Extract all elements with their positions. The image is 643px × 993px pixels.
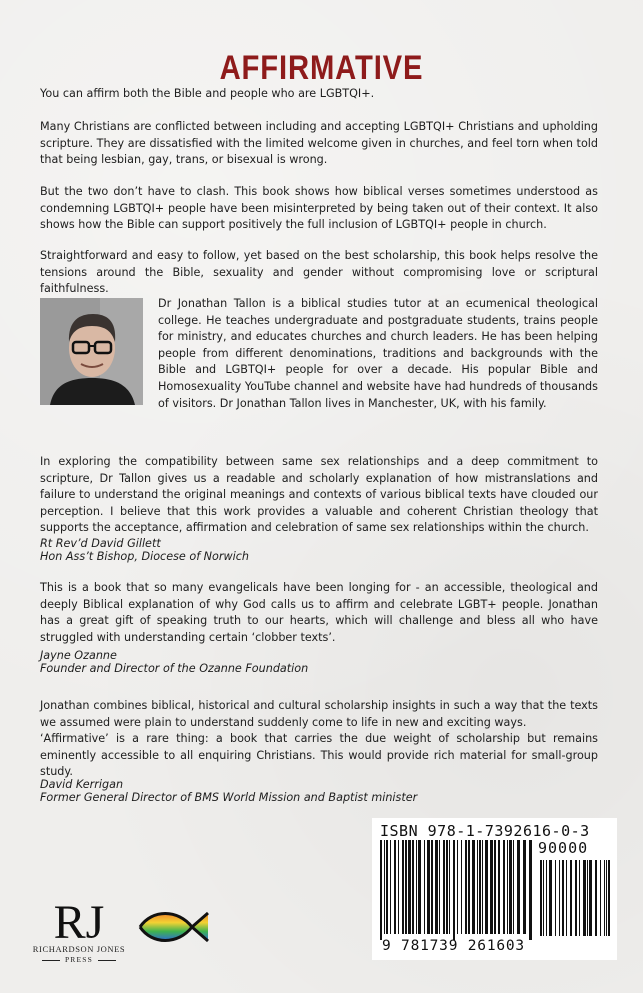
author-photo [40,298,143,405]
barcode-bar [435,840,438,934]
addon-bar [540,860,542,936]
barcode-bar [494,840,496,934]
barcode-bar [461,840,462,934]
addon-bar [555,860,556,936]
endorsement-3-role: Former General Director of BMS World Mission and Baptist minister [40,791,418,804]
barcode-bar [523,840,526,934]
addon-bar [595,860,597,936]
addon-bar [546,860,547,936]
barcode-bar [513,840,514,934]
blurb-paragraph-1: You can affirm both the Bible and people who are LGBTQI+. [40,87,375,100]
isbn-label: ISBN 978-1-7392616-0-3 [380,822,590,840]
barcode-bar [453,840,455,940]
barcode-bar [490,840,493,934]
addon-bar [559,860,560,936]
barcode-bar [468,840,470,934]
addon-bar [543,860,544,936]
author-portrait-illustration [40,298,143,405]
author-bio: Dr Jonathan Tallon is a biblical studies tutor at an ecumenical theological college. He teaches undergraduate and postgraduate students, trains people for ministry, and educates churches and church leaders. He has been helping people from different denominations, traditions and backgrounds with the Bible and LGBTQI+ people for over a decade. His popular Bible and Homosexuality YouTube channel and website have had hundreds of thousands of visitors. Dr Jonathan Tallon lives in Manchester, UK, with his family. [158,297,598,410]
barcode-bar [465,840,467,934]
barcode-bar [386,840,388,934]
barcode-bar [439,840,440,934]
endorsement-2-name: Jayne Ozanne [40,649,117,662]
barcode-bar [507,840,508,934]
endorsement-1-role: Hon Ass’t Bishop, Diocese of Norwich [40,550,249,563]
endorsement-2-role: Founder and Director of the Ozanne Foundation [40,662,309,675]
barcode-bar [394,840,396,934]
barcode-bar [418,840,421,934]
addon-bar [562,860,564,936]
barcode-bar [405,840,407,934]
endorsement-3-text-a: Jonathan combines biblical, historical and cultural scholarship insights in such a way that the texts we assumed were plain to understand suddenly come to life in new and exciting ways. [40,699,598,729]
blurb-paragraph-3: But the two don’t have to clash. This book shows how biblical verses sometimes understood as condemning LGBTQI+ people have been misinterpreted by being taken out of their context. It also shows how the Bible can support positively the full inclusion of LGBTQI+ people in church. [40,185,598,232]
barcode-bar [477,840,478,934]
blurb-paragraph-2: Many Christians are conflicted between including and accepting LGBTQI+ Christians and upholding scripture. They are dissatisfied with the limited welcome given in churches, and feel torn when told that being lesbian, gay, trans, or bisexual is wrong. [40,120,598,167]
barcode-bar [416,840,417,934]
addon-bar [587,860,588,936]
barcode-bar [517,840,520,934]
rainbow-fish-icon [136,905,212,949]
barcode-bar [498,840,500,934]
addon-bar [608,860,610,936]
barcode-bar [384,840,385,934]
barcode-bar [446,840,448,934]
addon-bar [570,860,572,936]
publisher-name: RICHARDSON JONES [32,944,126,954]
barcode-bar [479,840,481,934]
endorsement-1-name: Rt Rev’d David Gillett [40,537,161,550]
addon-bar [583,860,586,936]
price-addon-digits: 90000 [538,839,589,857]
barcode-bar [443,840,445,934]
addon-bar [566,860,567,936]
endorsement-1-text: In exploring the compatibility between same sex relationships and a deep commitment to scripture, Dr Tallon gives us a readable and scholarly explanation of how mistranslations and failure to understand the original meanings and contexts of various biblical texts have clouded our perception. I believe that this work provides a valuable and coherent Christian theology that supports the acceptance, affirmation and celebration of same sex relationships within the church. [40,455,598,535]
addon-bar [549,860,552,936]
blurb-paragraph-4: Straightforward and easy to follow, yet based on the best scholarship, this book helps resolve the tensions around the Bible, sexuality and gender without compromising love or scriptural faithfulness. [40,249,598,296]
barcode-bar [402,840,404,934]
publisher-sub: PRESS [28,955,130,964]
endorsement-3-text-b: ‘Affirmative’ is a rare thing: a book that carries the due weight of scholarship but remains eminently accessible to all enquiring Christians. This would provide rich material for small-group study. [40,732,598,779]
barcode-bar [503,840,505,934]
barcode-bar [424,840,425,934]
addon-bar [579,860,580,936]
barcode-bar [408,840,411,934]
addon-bar [604,860,605,936]
ean-digits: 9 781739 261603 [382,938,525,954]
publisher-monogram: RJ [53,896,105,949]
book-title: AFFIRMATIVE [219,48,424,87]
barcode-bar [457,840,458,934]
endorsement-3-name: David Kerrigan [40,778,124,791]
barcode-bar [529,840,532,940]
addon-bar [600,860,601,936]
barcode-bar [431,840,433,934]
addon-bar [589,860,592,936]
addon-bar [575,860,577,936]
barcode-bar [390,840,391,934]
barcode-bar [398,840,399,934]
addon-bar [606,860,607,936]
barcode-bar [412,840,414,934]
endorsement-2-text: This is a book that so many evangelicals have been longing for - an accessible, theological and deeply Biblical explanation of why God calls us to affirm and celebrate LGBT+ people. Jonathan has a great gift of speaking truth to our hearts, which will challenge and bless all who have struggled with understanding certain ‘clobber texts’. [40,581,598,644]
barcode-bar [509,840,512,934]
barcode-bar [485,840,488,934]
barcode-bar [482,840,483,934]
barcode-bar [449,840,450,934]
barcode-bar [380,840,382,940]
barcode-bar [427,840,430,934]
barcode-bar [472,840,475,934]
